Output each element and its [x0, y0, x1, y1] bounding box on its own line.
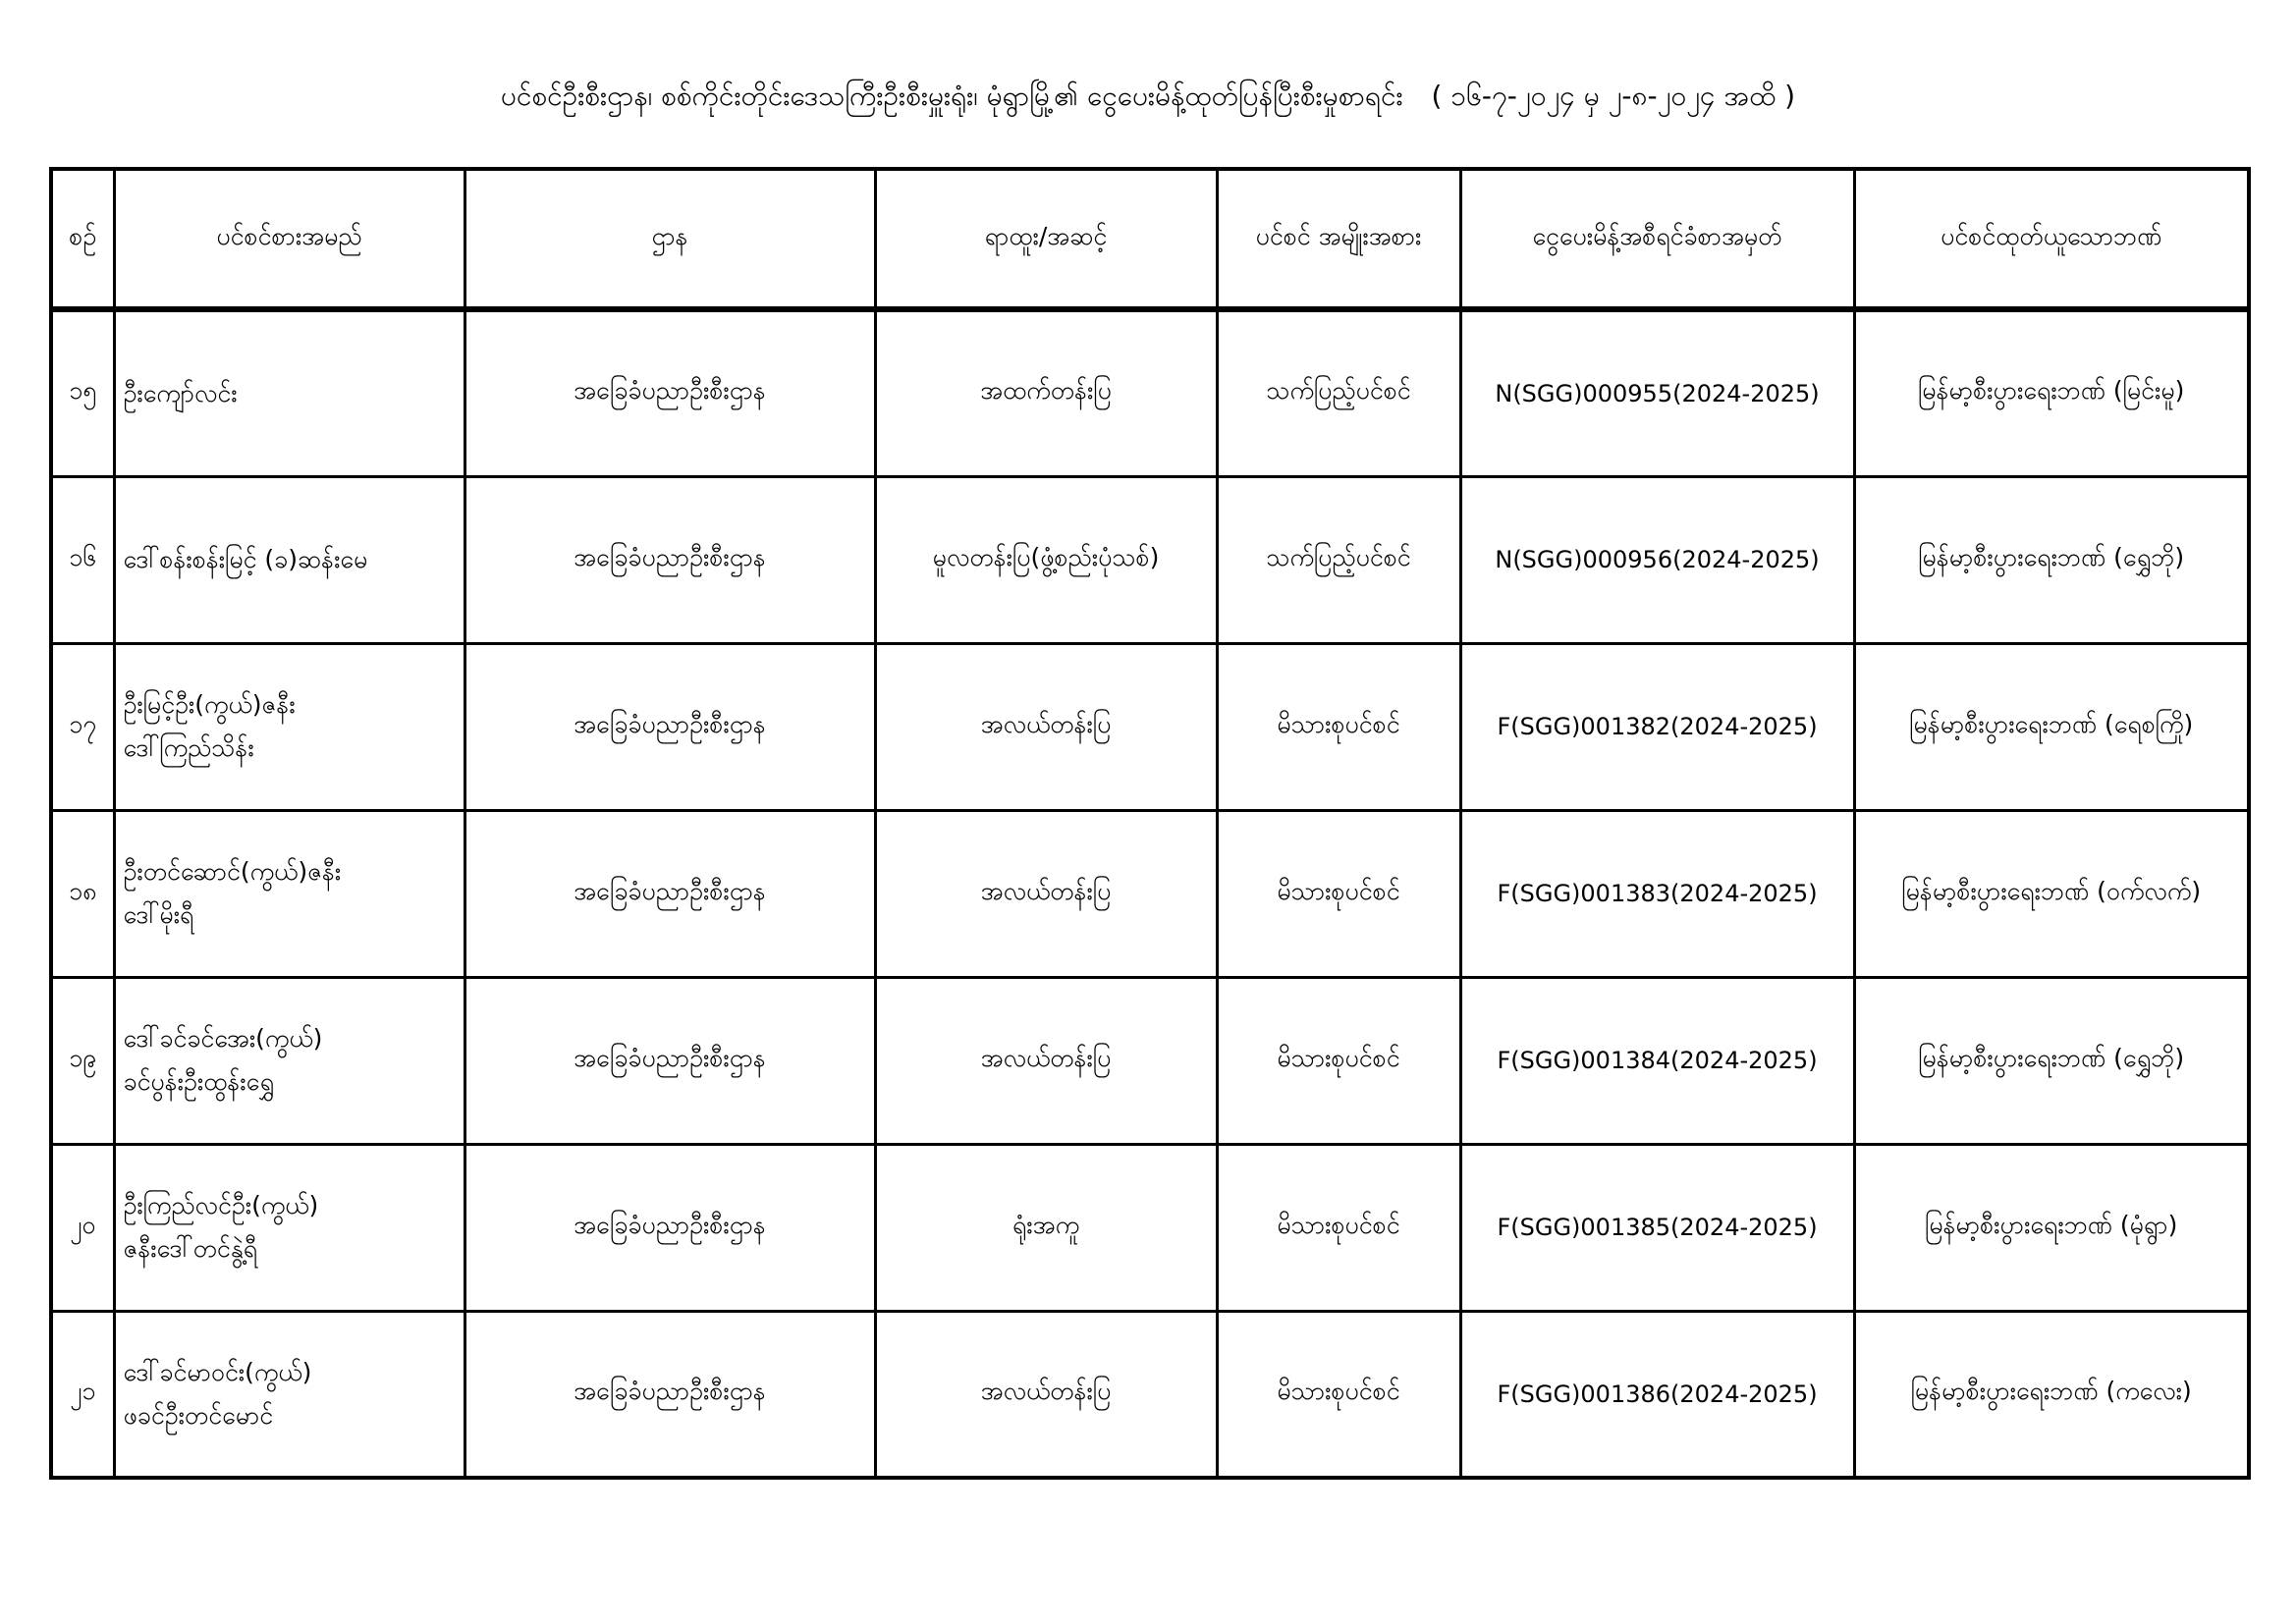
- pension-type: မိသားစုပင်စင်: [1217, 810, 1460, 977]
- pensioner-name-line1: ဒေါ်ခင်ခင်အေး(ကွယ်): [123, 1024, 323, 1053]
- pensioner-name-line1: ဒေါ်စန်းစန်းမြင့် (ခ)ဆန်းမေ: [123, 545, 368, 573]
- order-number: F(SGG)001383(2024-2025): [1460, 810, 1854, 977]
- pensioner-name-line1: ဒေါ်ခင်မာဝင်း(ကွယ်): [123, 1357, 312, 1386]
- row-no: ၂၁: [51, 1311, 114, 1478]
- pensioner-name: [114, 977, 465, 1144]
- table-row: [51, 309, 2249, 476]
- order-number: F(SGG)001385(2024-2025): [1460, 1144, 1854, 1311]
- order-number: N(SGG)000956(2024-2025): [1460, 476, 1854, 643]
- pensioner-name: [114, 1311, 465, 1478]
- pensioner-name-line2: ဇနီးဒေါ်တင်နွဲ့ရီ: [123, 1234, 258, 1263]
- header-order-number: ငွေပေးမိန့်အစီရင်ခံစာအမှတ်: [1460, 169, 1854, 309]
- pension-type: သက်ပြည့်ပင်စင်: [1217, 476, 1460, 643]
- table-row: [51, 1144, 2249, 1311]
- pension-table: [49, 167, 2251, 1480]
- row-no: ၂၀: [51, 1144, 114, 1311]
- rank: အလယ်တန်းပြ: [875, 977, 1217, 1144]
- row-no: ၁၅: [51, 309, 114, 476]
- table-row: [51, 810, 2249, 977]
- header-row: [51, 169, 2249, 309]
- rank: ရုံးအကူ: [875, 1144, 1217, 1311]
- pensioner-name: [114, 810, 465, 977]
- pensioner-name: [114, 643, 465, 810]
- department: အခြေခံပညာဦးစီးဌာန: [465, 476, 875, 643]
- bank: မြန်မာ့စီးပွားရေးဘဏ် (ကလေး): [1854, 1311, 2249, 1478]
- pension-type: မိသားစုပင်စင်: [1217, 1311, 1460, 1478]
- pension-type: မိသားစုပင်စင်: [1217, 1144, 1460, 1311]
- title-main: ပင်စင်ဦးစီးဌာန၊ စစ်ကိုင်းတိုင်းဒေသကြီးဦးစီးမှူးရုံး၊ မုံရွာမြို့၏ ငွေပေးမိန့်ထုတ်ပြန်ပြီးစီးမှုစာရင်း: [500, 80, 1403, 112]
- bank: မြန်မာ့စီးပွားရေးဘဏ် (ဝက်လက်): [1854, 810, 2249, 977]
- row-no: ၁၈: [51, 810, 114, 977]
- pensioner-name: [114, 476, 465, 643]
- document-title: [0, 77, 2296, 116]
- pension-type: သက်ပြည့်ပင်စင်: [1217, 309, 1460, 476]
- department: အခြေခံပညာဦးစီးဌာန: [465, 977, 875, 1144]
- pensioner-name: [114, 1144, 465, 1311]
- row-no: ၁၆: [51, 476, 114, 643]
- header-pension-type: ပင်စင် အမျိုးအစား: [1217, 169, 1460, 309]
- bank: မြန်မာ့စီးပွားရေးဘဏ် (မြင်းမူ): [1854, 309, 2249, 476]
- pensioner-name: [114, 309, 465, 476]
- pensioner-name-line1: ဦးကြည်လင်ဦး(ကွယ်): [123, 1191, 319, 1219]
- department: အခြေခံပညာဦးစီးဌာန: [465, 1311, 875, 1478]
- department: အခြေခံပညာဦးစီးဌာန: [465, 643, 875, 810]
- pensioner-name-line2: ခင်ပွန်းဦးထွန်းရွှေ: [123, 1067, 275, 1096]
- title-period: ( ၁၆-၇-၂၀၂၄ မှ ၂-၈-၂၀၂၄ အထိ ): [1431, 80, 1796, 112]
- rank: အလယ်တန်းပြ: [875, 810, 1217, 977]
- rank: အထက်တန်းပြ: [875, 309, 1217, 476]
- pensioner-name-line1: ဦးကျော်လင်း: [123, 378, 238, 407]
- order-number: F(SGG)001384(2024-2025): [1460, 977, 1854, 1144]
- rank: အလယ်တန်းပြ: [875, 1311, 1217, 1478]
- header-department: ဌာန: [465, 169, 875, 309]
- header-rank: ရာထူး/အဆင့်: [875, 169, 1217, 309]
- pensioner-name-line1: ဦးမြင့်ဦး(ကွယ်)ဇနီး: [123, 690, 296, 719]
- pensioner-name-line2: ဒေါ်ကြည်သိန်း: [123, 733, 254, 762]
- order-number: F(SGG)001386(2024-2025): [1460, 1311, 1854, 1478]
- rank: အလယ်တန်းပြ: [875, 643, 1217, 810]
- row-no: ၁၉: [51, 977, 114, 1144]
- pensioner-name-line2: ဒေါ်မိုးရီ: [123, 900, 194, 929]
- bank: မြန်မာ့စီးပွားရေးဘဏ် (ရွှေဘို): [1854, 977, 2249, 1144]
- pension-type: မိသားစုပင်စင်: [1217, 977, 1460, 1144]
- header-no: စဉ်: [51, 169, 114, 309]
- table-row: [51, 643, 2249, 810]
- bank: မြန်မာ့စီးပွားရေးဘဏ် (ရွှေဘို): [1854, 476, 2249, 643]
- pensioner-name-line1: ဦးတင်ဆောင်(ကွယ်)ဇနီး: [123, 857, 342, 886]
- bank: မြန်မာ့စီးပွားရေးဘဏ် (ရေစကြို): [1854, 643, 2249, 810]
- row-no: ၁၇: [51, 643, 114, 810]
- order-number: N(SGG)000955(2024-2025): [1460, 309, 1854, 476]
- table-row: [51, 977, 2249, 1144]
- order-number: F(SGG)001382(2024-2025): [1460, 643, 1854, 810]
- header-name: ပင်စင်စားအမည်: [114, 169, 465, 309]
- bank: မြန်မာ့စီးပွားရေးဘဏ် (မုံရွာ): [1854, 1144, 2249, 1311]
- pensioner-name-line2: ဖခင်ဦးတင်မောင်: [123, 1400, 274, 1430]
- department: အခြေခံပညာဦးစီးဌာန: [465, 1144, 875, 1311]
- rank: မူလတန်းပြ(ဖွံ့စည်းပုံသစ်): [875, 476, 1217, 643]
- department: အခြေခံပညာဦးစီးဌာန: [465, 309, 875, 476]
- header-bank: ပင်စင်ထုတ်ယူသောဘဏ်: [1854, 169, 2249, 309]
- pension-type: မိသားစုပင်စင်: [1217, 643, 1460, 810]
- department: အခြေခံပညာဦးစီးဌာန: [465, 810, 875, 977]
- table-row: [51, 1311, 2249, 1478]
- table-row: [51, 476, 2249, 643]
